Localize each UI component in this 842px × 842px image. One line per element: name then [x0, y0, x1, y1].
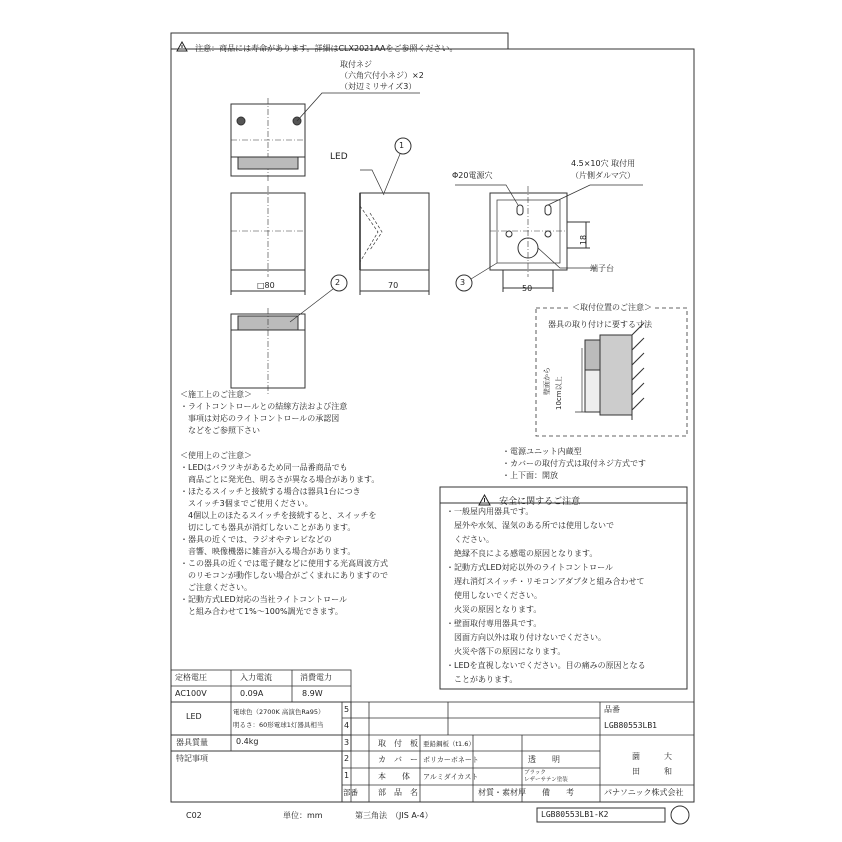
part-name-1: 本 体: [378, 772, 410, 781]
part-name-2: カ バ ー: [378, 755, 418, 764]
construction-line: ・ライトコントロールとの結線方法および注意: [180, 402, 348, 411]
callout-2: 2: [335, 278, 341, 287]
screw-label-1: 取付ネジ: [340, 60, 372, 69]
part-no-5: 5: [344, 705, 350, 714]
mounting-floor-note-2: 10cm以上: [555, 376, 563, 410]
usage-line: と組み合わせて1%～100%調光できます。: [180, 607, 343, 616]
led-label: LED: [330, 152, 348, 162]
company-name: パナソニック株式会社: [604, 788, 684, 797]
usage-line: 切にしても器具が消灯しないことがあります。: [180, 523, 356, 532]
dim-depth: 70: [388, 281, 399, 290]
part-no-2: 2: [344, 754, 350, 763]
safety-line: ください。: [446, 535, 494, 544]
safety-line: ・一般屋内用器具です。: [446, 507, 534, 516]
construction-title: ＜施工上のご注意＞: [180, 390, 252, 399]
front-view-main: [231, 186, 305, 295]
spec-led-label: LED: [186, 712, 202, 721]
part-number: LGB80553LB1: [604, 721, 657, 730]
mounting-diagram: [575, 323, 644, 420]
parts-header-name: 部 品 名: [378, 788, 418, 797]
usage-line: 商品ごとに発光色、明るさが異なる場合があります。: [180, 475, 380, 484]
safety-line: ことがあります。: [446, 675, 518, 684]
mount-hole-label-2: （片側ダルマ穴）: [571, 171, 635, 180]
screw-label-3: （対辺ミリサイズ3）: [340, 82, 417, 91]
safety-line: 絶縁不良による感電の原因となります。: [446, 549, 598, 558]
usage-line: ・ほたるスイッチと接続する場合は器具1台につき: [180, 487, 361, 496]
dim-height: 18: [579, 234, 589, 246]
spec-value-current: 0.09A: [240, 689, 264, 698]
safety-line: 火災の原因となります。: [446, 605, 542, 614]
usage-line: ・器具の近くでは、ラジオやテレビなどの: [180, 535, 332, 544]
caution-text: 注意：商品には寿命があります。詳細はCLX2021AAをご参照ください。: [195, 44, 458, 53]
warning-triangle-icon: [176, 41, 188, 52]
callout-1: 1: [399, 141, 405, 150]
feature-item: ・上下面：開放: [502, 471, 558, 480]
usage-line: ご注意ください。: [180, 583, 252, 592]
construction-line: などをご参照下さい: [180, 426, 260, 435]
spec-header-power: 消費電力: [300, 673, 332, 682]
usage-line: ・この器具の近くでは電子鍵などに使用する光高周波方式: [180, 559, 388, 568]
parts-header-remarks: 備 考: [542, 788, 574, 797]
spec-header-voltage: 定格電圧: [175, 673, 207, 682]
mounting-subtitle: 器具の取り付けに要する寸法: [548, 320, 652, 329]
back-view: [490, 186, 590, 292]
spec-led-desc-1: 電球色（2700K 高演色Ra95）: [233, 708, 325, 716]
construction-line: 事項は対応のライトコントロールの承認図: [180, 414, 340, 423]
dim-width: □80: [257, 281, 275, 290]
spec-notes-label: 特記事項: [176, 754, 208, 763]
spec-value-voltage: AC100V: [175, 689, 207, 698]
features-list: [502, 447, 646, 481]
safety-line: 火災や落下の原因になります。: [446, 647, 566, 656]
feature-item: ・カバーの取付方式は取付ネジ方式です: [502, 459, 646, 468]
usage-line: ・記動方式LED対応の当社ライトコントロール: [180, 595, 347, 604]
bottom-view: [231, 308, 305, 395]
screw-label-2: （六角穴付小ネジ）×2: [340, 71, 424, 80]
part-material-2: ポリカーボネート: [423, 756, 479, 764]
safety-header: [478, 489, 581, 508]
part-material-3: 亜鉛鋼板（t1.6）: [423, 740, 475, 748]
spec-value-power: 8.9W: [302, 689, 323, 698]
parts-header-material: 材質・素材厚: [478, 788, 526, 797]
part-no-4: 4: [344, 721, 350, 730]
footer-projection: 第三角法 （JIS A-4）: [355, 811, 433, 820]
approver-1: 薗 大: [632, 752, 672, 761]
part-color-2: 透 明: [528, 755, 560, 764]
safety-line: 遅れ消灯スイッチ・リモコンアダプタと組み合わせて: [446, 577, 645, 586]
part-material-1: アルミダイカスト: [423, 773, 479, 781]
usage-line: 4個以上のほたるスイッチを接続すると、スイッチを: [180, 511, 377, 520]
dim-hole-spacing: 50: [522, 284, 533, 293]
spec-header-current: 入力電流: [240, 673, 272, 682]
footer-drawing-no: LGB80553LB1-K2: [541, 810, 609, 819]
spec-mass-label: 器具質量: [176, 738, 208, 747]
safety-line: ・壁面取付専用器具です。: [446, 619, 542, 628]
part-color-1: ブラック レザーサテン塗装: [524, 770, 568, 783]
safety-line: 図面方向以外は取り付けないでください。: [446, 633, 606, 642]
footer-unit: 単位：mm: [283, 811, 323, 820]
part-no-3: 3: [344, 738, 350, 747]
side-view: [360, 193, 429, 295]
safety-line: 屋外や水気、湿気のある所では使用しないで: [446, 521, 614, 530]
usage-notes: [180, 451, 388, 617]
part-name-3: 取 付 板: [378, 739, 418, 748]
safety-line: ・LEDを直視しないでください。目の痛みの原因となる: [446, 661, 646, 670]
mounting-floor-note-1: 壁面から: [543, 367, 551, 395]
hole-label: Φ20電源穴: [452, 171, 493, 180]
usage-line: 音響、映像機器に雑音が入る場合があります。: [180, 547, 356, 556]
terminal-label: 端子台: [590, 264, 614, 273]
warning-triangle-icon: [478, 494, 491, 506]
safety-line: ・記動方式LED対応以外のライトコントロール: [446, 563, 613, 572]
spec-mass-value: 0.4kg: [236, 737, 259, 746]
callout-3: 3: [460, 278, 466, 287]
mounting-title: ＜取付位置のご注意＞: [572, 303, 652, 312]
usage-title: ＜使用上のご注意＞: [180, 451, 252, 460]
front-view-top: [231, 98, 305, 182]
spec-led-desc-2: 明るさ：60形電球1灯器具相当: [233, 721, 324, 729]
mount-hole-label-1: 4.5×10穴 取付用: [571, 159, 636, 168]
header-notice: [176, 36, 456, 55]
approver-2: 田 和: [632, 767, 672, 776]
feature-item: ・電源ユニット内蔵型: [502, 447, 582, 456]
safety-lines: [446, 507, 646, 685]
safety-line: 使用しないでください。: [446, 591, 542, 600]
parts-header-no: 部番: [343, 788, 358, 797]
usage-line: ・LEDはバラツキがあるため同一品番商品でも: [180, 463, 348, 472]
usage-line: のリモコンが動作しない場合がごくまれにありますので: [180, 571, 388, 580]
usage-line: スイッチ3個までご使用ください。: [180, 499, 313, 508]
construction-notes: [180, 390, 347, 436]
part-no-label: 品番: [604, 705, 620, 714]
part-no-1: 1: [344, 771, 350, 780]
safety-title: 安全に関するご注意: [499, 497, 581, 507]
footer-code: C02: [186, 811, 202, 820]
